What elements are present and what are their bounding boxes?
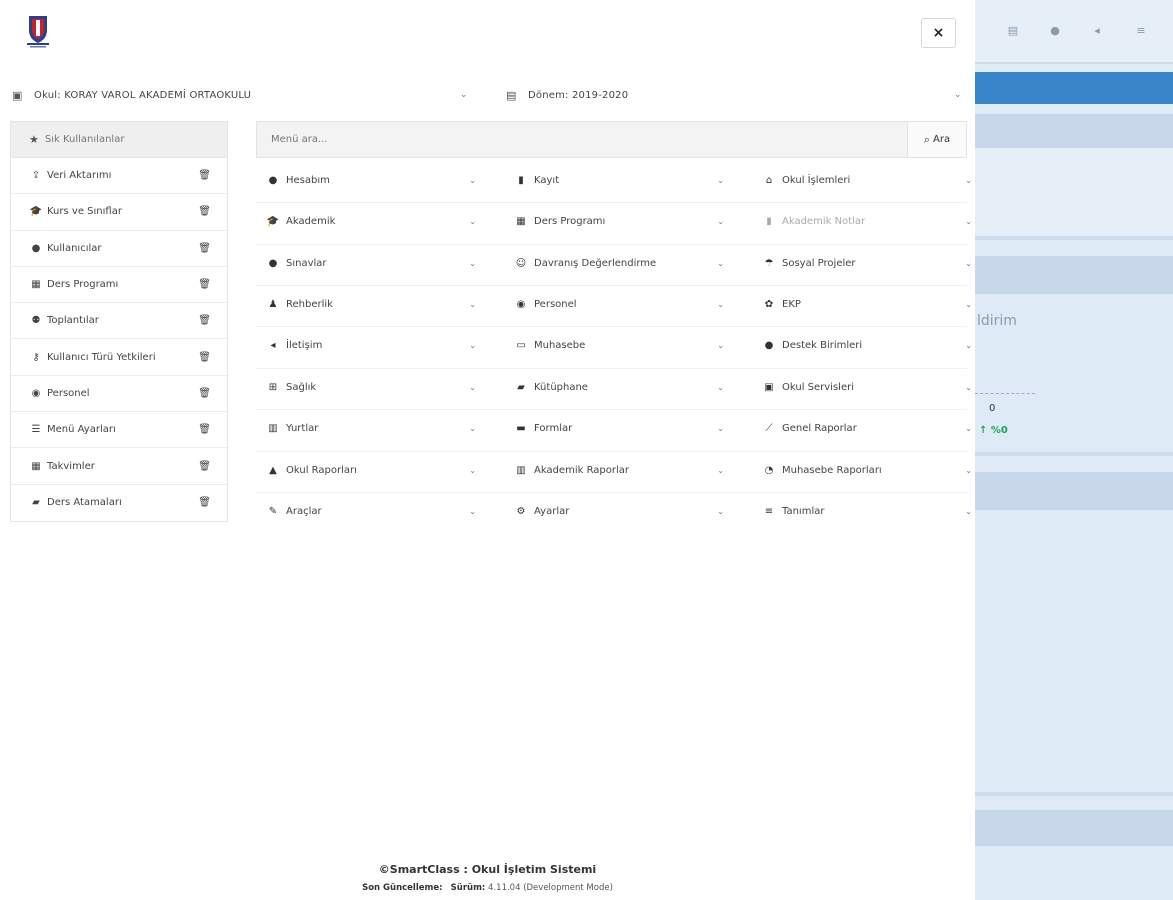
favorite-item[interactable]	[11, 303, 227, 339]
menu-row-divider	[256, 285, 967, 286]
menu-item-label: EKP	[782, 298, 801, 310]
favorite-item-label: Kullanıcı Türü Yetkileri	[47, 351, 156, 363]
calendar-icon: ▦	[516, 215, 526, 227]
background-panel-body	[975, 148, 1173, 236]
document-icon[interactable]: ▤	[1007, 24, 1019, 37]
calendar-icon: ▦	[31, 460, 41, 472]
user-tie-icon: ♟	[268, 298, 278, 310]
menu-item[interactable]	[762, 333, 972, 357]
calendar-icon: ▤	[506, 88, 517, 102]
graduation-cap-icon: 🎓	[266, 215, 280, 227]
menu-item[interactable]	[266, 458, 476, 482]
menu-row-divider	[256, 409, 967, 410]
bookmark-icon: ▮	[518, 174, 524, 186]
school-logo	[18, 14, 58, 48]
trash-icon[interactable]: 🗑	[198, 424, 211, 436]
footer-version-value: 4.11.04 (Development Mode)	[488, 883, 613, 893]
background-divider	[975, 236, 1173, 240]
bookmark-icon: ▮	[766, 215, 772, 227]
footer-version-label: Sürüm:	[450, 883, 486, 893]
calendar-icon: ▦	[31, 279, 41, 291]
menu-row-divider	[256, 492, 967, 493]
trash-icon[interactable]: 🗑	[198, 351, 211, 363]
money-icon: ▭	[516, 339, 526, 351]
chevron-down-icon: ⌄	[717, 258, 724, 268]
chevron-down-icon: ⌄	[965, 340, 972, 350]
menu-item-label: Yurtlar	[286, 422, 319, 434]
list-icon[interactable]: ≡	[1136, 24, 1146, 37]
bus-icon: ▣	[764, 381, 774, 393]
menu-item-label: Sosyal Projeler	[782, 257, 856, 269]
menu-item[interactable]	[762, 499, 972, 523]
background-panel	[975, 810, 1173, 846]
chevron-down-icon: ⌄	[469, 340, 476, 350]
favorite-item[interactable]	[11, 158, 227, 194]
background-divider	[975, 452, 1173, 456]
favorites-header	[11, 122, 227, 158]
chevron-down-icon: ⌄	[717, 340, 724, 350]
search-button-label: Ara	[933, 134, 951, 145]
menu-item-label: Personel	[534, 298, 577, 310]
chevron-down-icon: ⌄	[717, 216, 724, 226]
favorite-item[interactable]	[11, 194, 227, 230]
favorite-item-label: Veri Aktarımı	[47, 170, 112, 182]
menu-row-divider	[256, 202, 967, 203]
favorite-item[interactable]	[11, 485, 227, 521]
term-select[interactable]	[506, 84, 962, 106]
upload-icon: ⇪	[31, 170, 41, 182]
chevron-down-icon: ⌄	[469, 423, 476, 433]
menu-item[interactable]	[514, 499, 724, 523]
pie-chart-icon: ◔	[764, 464, 774, 476]
favorite-item[interactable]	[11, 412, 227, 448]
menu-item[interactable]	[514, 251, 724, 275]
bars-icon: ≡	[764, 505, 774, 517]
menu-item[interactable]	[266, 416, 476, 440]
trash-icon[interactable]: 🗑	[198, 170, 211, 182]
menu-item[interactable]	[266, 292, 476, 316]
menu-item[interactable]	[762, 292, 972, 316]
chevron-down-icon: ⌄	[965, 216, 972, 226]
key-icon: ⚷	[32, 351, 40, 363]
user-circle-icon: ◉	[516, 298, 526, 310]
school-select[interactable]	[12, 84, 472, 106]
menu-item-label: Okul Servisleri	[782, 381, 854, 393]
users-icon: ⚉	[31, 315, 41, 327]
menu-item[interactable]	[514, 375, 724, 399]
menu-item[interactable]	[514, 333, 724, 357]
menu-row-divider	[256, 368, 967, 369]
chevron-down-icon: ⌄	[717, 423, 724, 433]
favorite-item[interactable]	[11, 448, 227, 484]
background-header-bar	[975, 72, 1173, 104]
line-chart-icon: ⟋	[765, 422, 773, 434]
menu-row-divider	[256, 451, 967, 452]
menu-item[interactable]	[514, 168, 724, 192]
chevron-down-icon: ⌄	[965, 382, 972, 392]
star-icon: ★	[29, 133, 39, 146]
menu-item-label: Destek Birimleri	[782, 339, 863, 351]
wrench-icon: ✎	[268, 505, 278, 517]
trash-icon[interactable]: 🗑	[198, 279, 211, 291]
menu-item-label: Okul İşlemleri	[782, 174, 851, 186]
chevron-down-icon: ⌄	[469, 382, 476, 392]
chevron-down-icon: ⌄	[965, 175, 972, 185]
favorite-item-label: Kurs ve Sınıflar	[47, 206, 122, 218]
background-panel	[975, 256, 1173, 294]
menu-row-divider	[256, 244, 967, 245]
umbrella-icon: ☂	[764, 257, 774, 269]
chevron-down-icon: ⌄	[469, 175, 476, 185]
menu-item[interactable]	[762, 209, 972, 233]
menu-search	[256, 121, 967, 158]
menu-row-divider	[256, 326, 967, 327]
menu-item-label: Sağlık	[286, 381, 317, 393]
chevron-down-icon: ⌄	[469, 216, 476, 226]
menu-item[interactable]	[762, 251, 972, 275]
menu-item[interactable]	[514, 209, 724, 233]
search-button[interactable]	[907, 121, 967, 158]
background-stat-value: 0	[989, 403, 996, 414]
menu-item-label: Hesabım	[286, 174, 330, 186]
favorite-item-label: Takvimler	[47, 460, 95, 472]
trash-icon[interactable]: 🗑	[198, 497, 211, 509]
menu-item[interactable]	[762, 168, 972, 192]
footer-updated-label: Son Güncelleme:	[362, 883, 443, 893]
favorite-item-label: Personel	[47, 387, 90, 399]
bar-chart-icon: ▥	[516, 464, 526, 476]
gift-icon: ✿	[764, 298, 774, 310]
background-chart-line	[975, 393, 1035, 394]
bullhorn-icon[interactable]: ◂	[1094, 24, 1100, 37]
area-chart-icon: ▲	[269, 464, 277, 476]
user-icon: ●	[268, 174, 278, 186]
menu-item[interactable]	[266, 499, 476, 523]
menu-item[interactable]	[266, 168, 476, 192]
favorite-item-label: Menü Ayarları	[47, 424, 116, 436]
menu-item-label: Ayarlar	[534, 505, 570, 517]
folder-icon: ▬	[516, 422, 526, 434]
menu-item-label: Akademik Raporlar	[534, 464, 630, 476]
trash-icon[interactable]: 🗑	[198, 242, 211, 254]
menu-item-label: Rehberlik	[286, 298, 333, 310]
menu-item-label: Muhasebe Raporları	[782, 464, 882, 476]
menu-item-label: Kütüphane	[534, 381, 588, 393]
favorite-item-label: Ders Programı	[47, 279, 119, 291]
menu-item[interactable]	[266, 251, 476, 275]
chevron-down-icon: ⌄	[717, 175, 724, 185]
medkit-icon: ⊞	[268, 381, 278, 393]
chevron-down-icon: ⌄	[717, 465, 724, 475]
menu-item-label: Akademik	[286, 215, 336, 227]
background-topbar	[975, 0, 1173, 64]
building-icon: ▣	[12, 88, 23, 102]
menu-item-label: İletişim	[286, 339, 323, 351]
user-icon[interactable]: ●	[1050, 24, 1060, 37]
menu-item[interactable]	[514, 458, 724, 482]
chevron-down-icon: ⌄	[965, 423, 972, 433]
menu-item-label: Muhasebe	[534, 339, 586, 351]
menu-item-label: Akademik Notlar	[782, 215, 866, 227]
footer-version-line	[0, 883, 975, 893]
book-icon: ▰	[32, 497, 40, 509]
chevron-down-icon: ⌄	[965, 465, 972, 475]
chevron-down-icon: ⌄	[460, 90, 468, 100]
circle-icon: ●	[268, 257, 278, 269]
menu-item-label: Araçlar	[286, 505, 322, 517]
background-panel	[975, 472, 1173, 510]
footer-title: ©SmartClass : Okul İşletim Sistemi	[378, 863, 597, 876]
chevron-down-icon: ⌄	[469, 258, 476, 268]
menu-item-label: Kayıt	[534, 174, 560, 186]
list-icon: ☰	[31, 424, 41, 436]
term-select-label: Dönem: 2019-2020	[528, 89, 629, 101]
chevron-down-icon: ⌄	[954, 90, 962, 100]
chevron-down-icon: ⌄	[469, 465, 476, 475]
menu-item[interactable]	[762, 416, 972, 440]
user-icon: ●	[764, 339, 774, 351]
user-icon: ●	[31, 242, 41, 254]
favorite-item-label: Toplantılar	[47, 315, 99, 327]
smile-icon: ☺	[515, 257, 527, 269]
chevron-down-icon: ⌄	[469, 506, 476, 516]
building-icon: ▥	[268, 422, 278, 434]
cogs-icon: ⚙	[516, 505, 526, 517]
chevron-down-icon: ⌄	[965, 258, 972, 268]
menu-item[interactable]	[514, 292, 724, 316]
menu-item[interactable]	[762, 458, 972, 482]
favorite-item[interactable]	[11, 267, 227, 303]
favorite-item[interactable]	[11, 231, 227, 267]
menu-search-input[interactable]	[256, 121, 907, 158]
trash-icon[interactable]: 🗑	[198, 460, 211, 472]
trash-icon[interactable]: 🗑	[198, 206, 211, 218]
menu-item-label: Genel Raporlar	[782, 422, 857, 434]
book-icon: ▰	[517, 381, 525, 393]
menu-item[interactable]	[266, 333, 476, 357]
trash-icon[interactable]: 🗑	[198, 387, 211, 399]
favorite-item[interactable]	[11, 376, 227, 412]
chevron-down-icon: ⌄	[965, 299, 972, 309]
chevron-down-icon: ⌄	[717, 382, 724, 392]
background-stat-change: ↑ %0	[979, 425, 1008, 436]
search-icon: ⌕	[923, 132, 931, 146]
menu-item-label: Ders Programı	[534, 215, 606, 227]
menu-item[interactable]	[762, 375, 972, 399]
favorite-item[interactable]	[11, 339, 227, 375]
menu-item-label: Sınavlar	[286, 257, 327, 269]
chevron-down-icon: ⌄	[717, 506, 724, 516]
chevron-down-icon: ⌄	[717, 299, 724, 309]
bullhorn-icon: ◂	[270, 339, 276, 351]
favorite-item-label: Ders Atamaları	[47, 497, 122, 509]
favorites-header-label: Sık Kullanılanlar	[44, 134, 125, 145]
menu-item[interactable]	[266, 209, 476, 233]
background-divider	[975, 792, 1173, 796]
menu-item-label: Formlar	[534, 422, 573, 434]
menu-item-label: Tanımlar	[782, 505, 825, 517]
background-partial-text: ldirim	[977, 313, 1017, 329]
background-panel	[975, 114, 1173, 148]
background-app	[975, 0, 1173, 900]
user-circle-icon: ◉	[31, 387, 41, 399]
bank-icon: ⌂	[765, 174, 773, 186]
close-button[interactable]: ×	[921, 18, 956, 48]
graduation-cap-icon: 🎓	[29, 206, 43, 218]
favorite-item-label: Kullanıcılar	[47, 242, 102, 254]
school-select-label: Okul: KORAY VAROL AKADEMİ ORTAOKULU	[34, 89, 252, 101]
trash-icon[interactable]: 🗑	[198, 315, 211, 327]
chevron-down-icon: ⌄	[469, 299, 476, 309]
menu-item-label: Okul Raporları	[286, 464, 357, 476]
menu-item[interactable]	[266, 375, 476, 399]
menu-item-label: Davranış Değerlendirme	[534, 257, 657, 269]
chevron-down-icon: ⌄	[965, 506, 972, 516]
favorites-list	[10, 121, 228, 522]
menu-item[interactable]	[514, 416, 724, 440]
